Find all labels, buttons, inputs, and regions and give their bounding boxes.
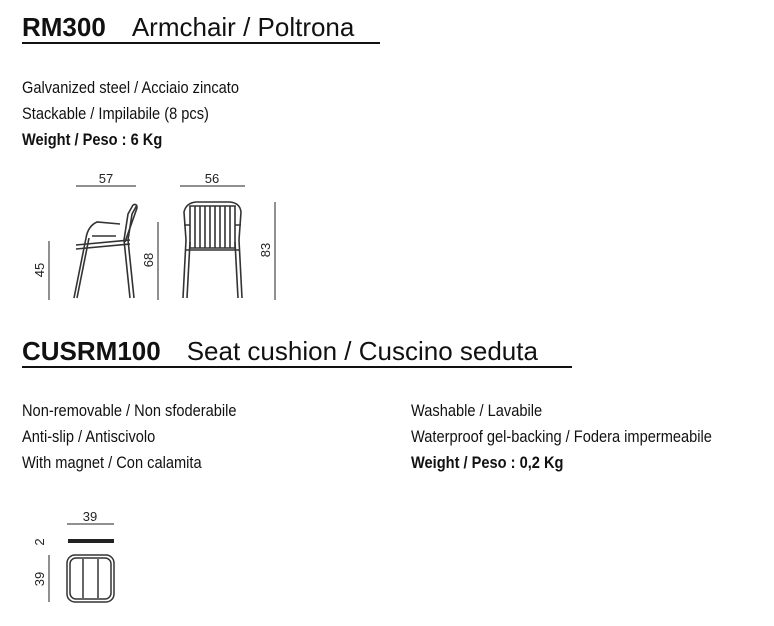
accessory-name: Seat cushion / Cuscino seduta: [186, 336, 538, 366]
chair-side-view: [74, 204, 137, 298]
height-label: 83: [258, 242, 273, 258]
product-code: RM300: [22, 12, 106, 42]
cushion-top-view: [67, 555, 114, 602]
cushion-width-label: 39: [82, 509, 98, 524]
accessory-code: CUSRM100: [22, 336, 161, 366]
accessory-specs-right: [411, 398, 712, 476]
spec-anti-slip: Anti-slip / Antiscivolo: [22, 427, 156, 446]
accessory-heading-underline: [22, 366, 572, 368]
spec-removable: Non-removable / Non sfoderabile: [22, 401, 237, 420]
product-name: Armchair / Poltrona: [131, 12, 355, 42]
spec-weight: Weight / Peso : 6 Kg: [22, 130, 163, 149]
width-dimension-label: 56: [204, 171, 220, 186]
accessory-specs-left: [22, 398, 237, 476]
seat-height-label: 45: [32, 262, 47, 278]
chair-front-view: [183, 202, 242, 298]
cushion-side-view: [68, 539, 114, 543]
cushion-depth-label: 39: [32, 571, 47, 587]
spec-magnet: With magnet / Con calamita: [22, 453, 202, 472]
spec-cushion-weight: Weight / Peso : 0,2 Kg: [411, 453, 564, 472]
spec-washable: Washable / Lavabile: [411, 401, 543, 420]
spec-waterproof: Waterproof gel-backing / Fodera impermeabile: [411, 427, 712, 446]
arm-height-label: 68: [141, 252, 156, 268]
spec-material: Galvanized steel / Acciaio zincato: [22, 78, 239, 97]
spec-stackable: Stackable / Impilabile (8 pcs): [22, 104, 209, 123]
accessory-heading: [22, 336, 538, 367]
cushion-thickness-label: 2: [32, 538, 47, 546]
depth-dimension-label: 57: [98, 171, 114, 186]
